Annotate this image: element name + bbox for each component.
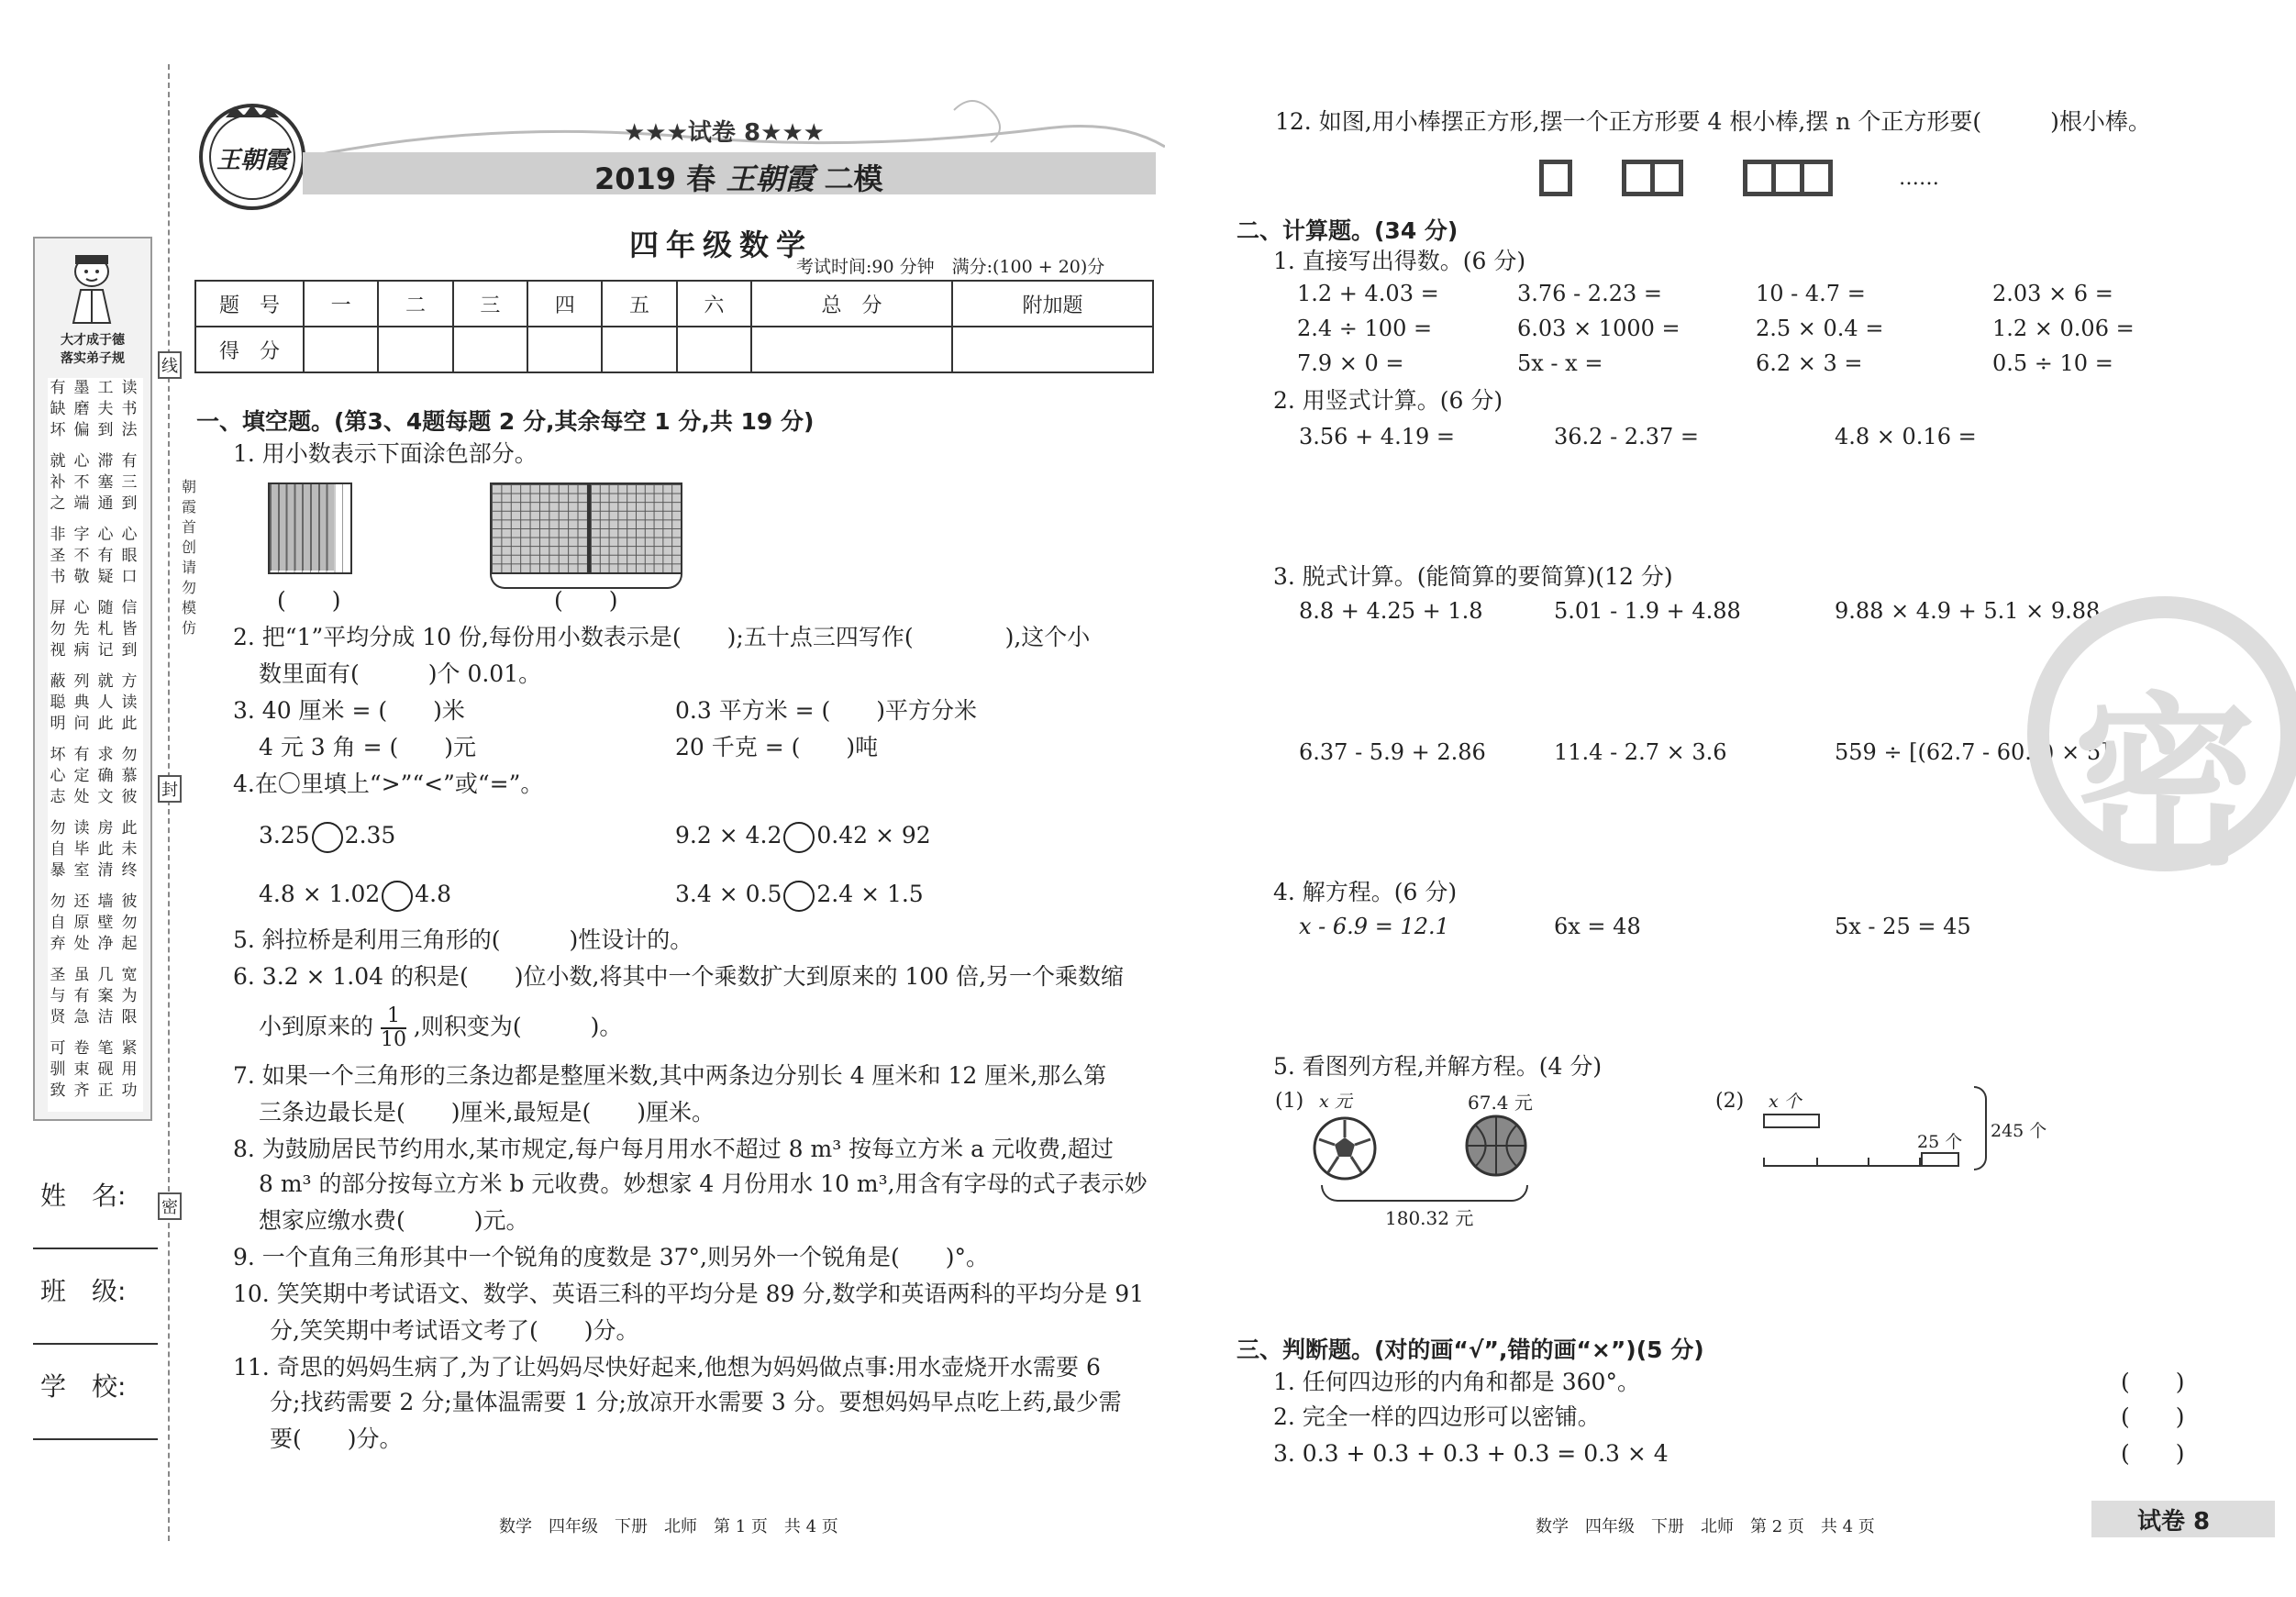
seal-char-1: 线 <box>158 351 182 379</box>
calc-p1-item: 6.03 × 1000 = <box>1517 316 1680 341</box>
calc-p1-item: 2.4 ÷ 100 = <box>1297 316 1433 341</box>
motto-verse: 勿慕彼 <box>121 746 138 806</box>
stick-square <box>1539 160 1572 196</box>
score-cell[interactable] <box>378 327 452 372</box>
q1-figure-b-grid2 <box>589 482 682 574</box>
p5a-total-label: 180.32 元 <box>1385 1207 1474 1229</box>
score-col-6: 六 <box>677 281 751 327</box>
score-cell[interactable] <box>304 327 378 372</box>
q4-a-right: 2.35 <box>344 822 396 848</box>
q6-line2 <box>259 1005 622 1051</box>
footer-right: 数学 四年级 下册 北师 第 2 页 共 4 页 <box>1536 1517 1875 1536</box>
motto-verse: 紧用功 <box>121 1039 138 1100</box>
score-col-label: 题 号 <box>195 281 304 327</box>
q4-c-left: 4.8 × 1.02 <box>259 881 381 907</box>
q5: 5. 斜拉桥是利用三角形的( )性设计的。 <box>233 926 693 953</box>
score-row-label: 得 分 <box>195 327 304 372</box>
stick-square <box>1650 160 1683 196</box>
q1-figure-a-stripes <box>270 484 334 571</box>
cartoon-icon <box>62 251 121 325</box>
calc-p1-grid <box>1297 281 2251 391</box>
p5b-label: (2) <box>1715 1090 1745 1113</box>
p5a-x-label: x 元 <box>1319 1092 1352 1112</box>
calc-p1-item: 7.9 × 0 = <box>1297 350 1404 376</box>
calc-p1-item: 1.2 × 0.06 = <box>1992 316 2135 341</box>
judge-item-2: 2. 完全一样的四边形可以密铺。 <box>1273 1403 1601 1430</box>
q11-line2: 分;找药需要 2 分;量体温需要 1 分;放凉开水需要 3 分。要想妈妈早点吃上药,最少需 <box>270 1389 1122 1415</box>
watermark-char: 密 <box>2072 677 2257 891</box>
title-suffix: 二模 <box>824 161 883 196</box>
section2-title: 二、计算题。(34 分) <box>1237 217 1459 244</box>
motto-verse: 勿自暴 <box>50 819 66 880</box>
p5a-label: (1) <box>1275 1090 1304 1113</box>
calc-p1-item: 2.5 × 0.4 = <box>1756 316 1884 341</box>
seal-char-3: 密 <box>158 1192 182 1220</box>
compare-circle[interactable] <box>783 881 815 912</box>
q4-a <box>259 820 395 853</box>
motto-verse: 心先病 <box>73 599 90 660</box>
soccer-ball-icon <box>1312 1115 1378 1185</box>
seal-char-2: 封 <box>158 775 182 803</box>
calc-p3-item: 11.4 - 2.7 × 3.6 <box>1554 739 1727 765</box>
motto-verse: 房此清 <box>97 819 114 880</box>
q6-line2-post: ,则积变为( )。 <box>413 1013 623 1040</box>
motto-verse: 心眼口 <box>121 526 138 586</box>
motto-verse: 还原处 <box>73 893 90 953</box>
side-notes: 朝霞首创 请勿模仿 <box>181 478 212 637</box>
calc-p1-item: 0.5 ÷ 10 = <box>1992 350 2113 376</box>
motto-verse: 就补之 <box>50 452 66 513</box>
q4-b-left: 9.2 × 4.2 <box>675 822 782 848</box>
motto-verse: 坏心志 <box>50 746 66 806</box>
p5b-bottom-line <box>1763 1165 1958 1167</box>
q6-line2-pre: 小到原来的 <box>259 1013 374 1040</box>
motto-verses <box>48 378 143 1112</box>
calc-p1-item: 2.03 × 6 = <box>1992 281 2113 306</box>
motto-verse: 信皆到 <box>121 599 138 660</box>
q12: 12. 如图,用小棒摆正方形,摆一个正方形要 4 根小棒,摆 n 个正方形要( )根小棒。 <box>1275 108 2151 135</box>
exam-info: 考试时间:90 分钟 满分:(100 + 20)分 <box>796 257 1105 277</box>
p5b-x-label: x 个 <box>1769 1092 1802 1112</box>
q8-line3: 想家应缴水费( )元。 <box>259 1207 529 1234</box>
q4-a-left: 3.25 <box>259 822 310 848</box>
section3-title: 三、判断题。(对的画“√”,错的画“×”)(5 分) <box>1237 1336 1704 1363</box>
q7-line1: 7. 如果一个三角形的三条边都是整厘米数,其中两条边分别长 4 厘米和 12 厘米,那么第 <box>233 1062 1107 1089</box>
calc-p1-item: 5x - x = <box>1517 350 1603 376</box>
motto-verse: 虽有急 <box>73 966 90 1026</box>
compare-circle[interactable] <box>312 822 343 853</box>
motto-verse: 墙壁净 <box>97 893 114 953</box>
compare-circle[interactable] <box>382 881 413 912</box>
q4-c <box>259 879 451 912</box>
brand-logo <box>198 103 306 211</box>
q3-c: 4 元 3 角 = ( )元 <box>259 734 476 760</box>
q12-figure <box>1532 156 1954 207</box>
score-cell[interactable] <box>602 327 676 372</box>
q9: 9. 一个直角三角形其中一个锐角的度数是 37°,则另外一个锐角是( )°。 <box>233 1244 990 1270</box>
motto-box <box>33 237 152 1121</box>
calc-p2-title: 2. 用竖式计算。(6 分) <box>1273 387 1503 414</box>
p5b-tick <box>1919 1158 1921 1167</box>
q4-d-left: 3.4 × 0.5 <box>675 881 782 907</box>
motto-verse: 字不敬 <box>73 526 90 586</box>
motto-verse: 有缺坏 <box>50 379 66 439</box>
exam-title <box>594 156 883 198</box>
motto-verse: 方读此 <box>121 672 138 733</box>
calc-p3-title: 3. 脱式计算。(能简算的要简算)(12 分) <box>1273 563 1673 590</box>
compare-circle[interactable] <box>783 822 815 853</box>
class-label: 班 级: <box>40 1276 127 1306</box>
q2-line1: 2. 把“1”平均分成 10 份,每份用小数表示是( );五十点三四写作( ),这个小 <box>233 624 1091 650</box>
calc-p3-item: 8.8 + 4.25 + 1.8 <box>1299 598 1483 624</box>
watermark-seal <box>2027 596 2296 891</box>
score-col-total: 总 分 <box>751 281 952 327</box>
q4-d <box>675 879 924 912</box>
p5b-tick <box>1868 1158 1869 1167</box>
basketball-icon <box>1464 1114 1528 1181</box>
score-cell[interactable] <box>453 327 527 372</box>
q6-fraction <box>381 1005 406 1051</box>
q4-c-right: 4.8 <box>415 881 452 907</box>
calc-p1-item: 6.2 × 3 = <box>1756 350 1863 376</box>
binding-line <box>168 64 170 1541</box>
q3-b: 0.3 平方米 = ( )平方分米 <box>675 697 978 724</box>
motto-top: 大才成于德 <box>61 333 125 348</box>
calc-p3-item: 5.01 - 1.9 + 4.88 <box>1554 598 1741 624</box>
judge-blank-2[interactable]: ( ) <box>2121 1403 2185 1430</box>
motto-verse: 墨磨偏 <box>73 379 90 439</box>
motto-verse: 勿自弃 <box>50 893 66 953</box>
score-col-5: 五 <box>602 281 676 327</box>
name-label: 姓 名: <box>40 1181 127 1211</box>
q11-line3: 要( )分。 <box>270 1425 403 1452</box>
subject-title: 四年级数学 <box>629 227 814 262</box>
motto-verse: 求确文 <box>97 746 114 806</box>
motto-verse: 心不端 <box>73 452 90 513</box>
logo-text: 王朝霞 <box>216 147 288 174</box>
calc-p2-item: 3.56 + 4.19 = <box>1299 424 1455 449</box>
q12-dots: …… <box>1899 167 1939 190</box>
motto-verse: 工夫到 <box>97 379 114 439</box>
score-cell[interactable] <box>952 327 1153 372</box>
school-label: 学 校: <box>40 1371 127 1402</box>
q8-line2: 8 m³ 的部分按每立方米 b 元收费。妙想家 4 月份用水 10 m³,用含有字母的式子表示妙 <box>259 1170 1148 1197</box>
p5b-tick <box>1763 1158 1765 1167</box>
calc-p3-item: 6.37 - 5.9 + 2.86 <box>1299 739 1486 765</box>
q11-line1: 11. 奇思的妈妈生病了,为了让妈妈尽快好起来,他想为妈妈做点事:用水壶烧开水需要 6 <box>233 1354 1101 1381</box>
q1-figure-b-grid1 <box>490 482 589 574</box>
motto-verse: 读书法 <box>121 379 138 439</box>
motto-verse: 彼勿起 <box>121 893 138 953</box>
judge-blank-1[interactable]: ( ) <box>2121 1369 2185 1395</box>
motto-verse: 此未终 <box>121 819 138 880</box>
q10-line2: 分,笑笑期中考试语文考了( )分。 <box>270 1317 639 1344</box>
p5b-part-label: 25 个 <box>1917 1132 1963 1152</box>
judge-blank-3[interactable]: ( ) <box>2121 1440 2185 1467</box>
p5b-top-bar <box>1763 1114 1820 1128</box>
p5b-total-label: 245 个 <box>1991 1121 2047 1141</box>
stick-square <box>1800 160 1833 196</box>
title-year: 2019 春 <box>594 161 716 196</box>
footer-left: 数学 四年级 下册 北师 第 1 页 共 4 页 <box>499 1517 838 1536</box>
score-table <box>194 280 1154 373</box>
calc-p1-item: 1.2 + 4.03 = <box>1297 281 1439 306</box>
q4: 4.在〇里填上“>”“<”或“=”。 <box>233 771 544 797</box>
score-col-2: 二 <box>378 281 452 327</box>
calc-p2-item: 36.2 - 2.37 = <box>1554 424 1699 449</box>
motto-verse: 就人此 <box>97 672 114 733</box>
motto-verse: 列典问 <box>73 672 90 733</box>
motto-verse: 滞塞通 <box>97 452 114 513</box>
calc-p4-item: 6x = 48 <box>1554 914 1641 939</box>
class-field[interactable] <box>33 1343 158 1345</box>
score-col-bonus: 附加题 <box>952 281 1153 327</box>
calc-p4-item: x - 6.9 = 12.1 <box>1299 914 1449 939</box>
q4-b <box>675 820 931 853</box>
motto-verse: 圣与贤 <box>50 966 66 1026</box>
score-col-1: 一 <box>304 281 378 327</box>
score-cell[interactable] <box>527 327 602 372</box>
paper-label: ★★★试卷 8★★★ <box>624 119 825 147</box>
q10-line1: 10. 笑笑期中考试语文、数学、英语三科的平均分是 89 分,数学和英语两科的平均分是 91 <box>233 1281 1145 1307</box>
motto-verse: 笔砚正 <box>97 1039 114 1100</box>
motto-verse: 随札记 <box>97 599 114 660</box>
motto-verse: 有定处 <box>73 746 90 806</box>
q6-line1: 6. 3.2 × 1.04 的积是( )位小数,将其中一个乘数扩大到原来的 100 倍,另一个乘数缩 <box>233 963 1125 990</box>
q1: 1. 用小数表示下面涂色部分。 <box>233 440 538 467</box>
judge-item-1: 1. 任何四边形的内角和都是 360°。 <box>1273 1369 1640 1395</box>
q1-blank-a[interactable]: ( ) <box>277 587 341 614</box>
motto-verse: 宽为限 <box>121 966 138 1026</box>
motto-verse: 卷束齐 <box>73 1039 90 1100</box>
motto-bottom: 落实弟子规 <box>61 351 125 366</box>
q6-frac-den: 10 <box>380 1028 406 1051</box>
motto-verse: 屏勿视 <box>50 599 66 660</box>
calc-p3-item: 9.88 × 4.9 + 5.1 × 9.88 <box>1835 598 2101 624</box>
q3-d: 20 千克 = ( )吨 <box>675 734 879 760</box>
motto-verse: 几案洁 <box>97 966 114 1026</box>
q3-a: 3. 40 厘米 = ( )米 <box>233 697 465 724</box>
score-col-3: 三 <box>453 281 527 327</box>
calc-p1-title: 1. 直接写出得数。(6 分) <box>1273 248 1526 274</box>
p5b-tick <box>1816 1158 1818 1167</box>
motto-verse: 读毕室 <box>73 819 90 880</box>
motto-verse: 心有疑 <box>97 526 114 586</box>
q2-line2: 数里面有( )个 0.01。 <box>259 660 542 687</box>
paper-tag: 试卷 8 <box>2137 1508 2211 1536</box>
calc-p2-item: 4.8 × 0.16 = <box>1835 424 1977 449</box>
name-field[interactable] <box>33 1248 158 1249</box>
p5b-brace <box>1974 1086 1987 1170</box>
q1-blank-b[interactable]: ( ) <box>554 587 618 614</box>
motto-verse: 蔽聪明 <box>50 672 66 733</box>
calc-p1-item: 3.76 - 2.23 = <box>1517 281 1662 306</box>
calc-p1-item: 10 - 4.7 = <box>1756 281 1866 306</box>
score-cell[interactable] <box>751 327 952 372</box>
calc-p5-title: 5. 看图列方程,并解方程。(4 分) <box>1273 1053 1603 1080</box>
calc-p4-item: 5x - 25 = 45 <box>1835 914 1971 939</box>
q7-line2: 三条边最长是( )厘米,最短是( )厘米。 <box>259 1099 715 1126</box>
score-cell[interactable] <box>677 327 751 372</box>
q8-line1: 8. 为鼓励居民节约用水,某市规定,每户每月用水不超过 8 m³ 按每立方米 a 元收费,超过 <box>233 1136 1114 1162</box>
judge-item-3: 3. 0.3 + 0.3 + 0.3 + 0.3 = 0.3 × 4 <box>1273 1440 1669 1467</box>
q6-frac-num: 1 <box>381 1005 406 1029</box>
section1-title: 一、填空题。(第3、4题每题 2 分,其余每空 1 分,共 19 分) <box>196 408 815 435</box>
motto-verse: 有三到 <box>121 452 138 513</box>
q4-b-right: 0.42 × 92 <box>816 822 931 848</box>
score-header-row <box>195 281 1153 327</box>
p5a-price-label: 67.4 元 <box>1468 1092 1533 1114</box>
school-field[interactable] <box>33 1438 158 1440</box>
calc-p4-title: 4. 解方程。(6 分) <box>1273 879 1458 905</box>
q4-d-right: 2.4 × 1.5 <box>816 881 924 907</box>
score-col-4: 四 <box>527 281 602 327</box>
title-brand: 王朝霞 <box>726 161 815 196</box>
score-value-row <box>195 327 1153 372</box>
motto-verse: 可驯致 <box>50 1039 66 1100</box>
p5a-brace <box>1321 1185 1528 1202</box>
calc-p3-item: 559 ÷ [(62.7 - 60.1) × 5] <box>1835 739 2110 765</box>
motto-verse: 非圣书 <box>50 526 66 586</box>
